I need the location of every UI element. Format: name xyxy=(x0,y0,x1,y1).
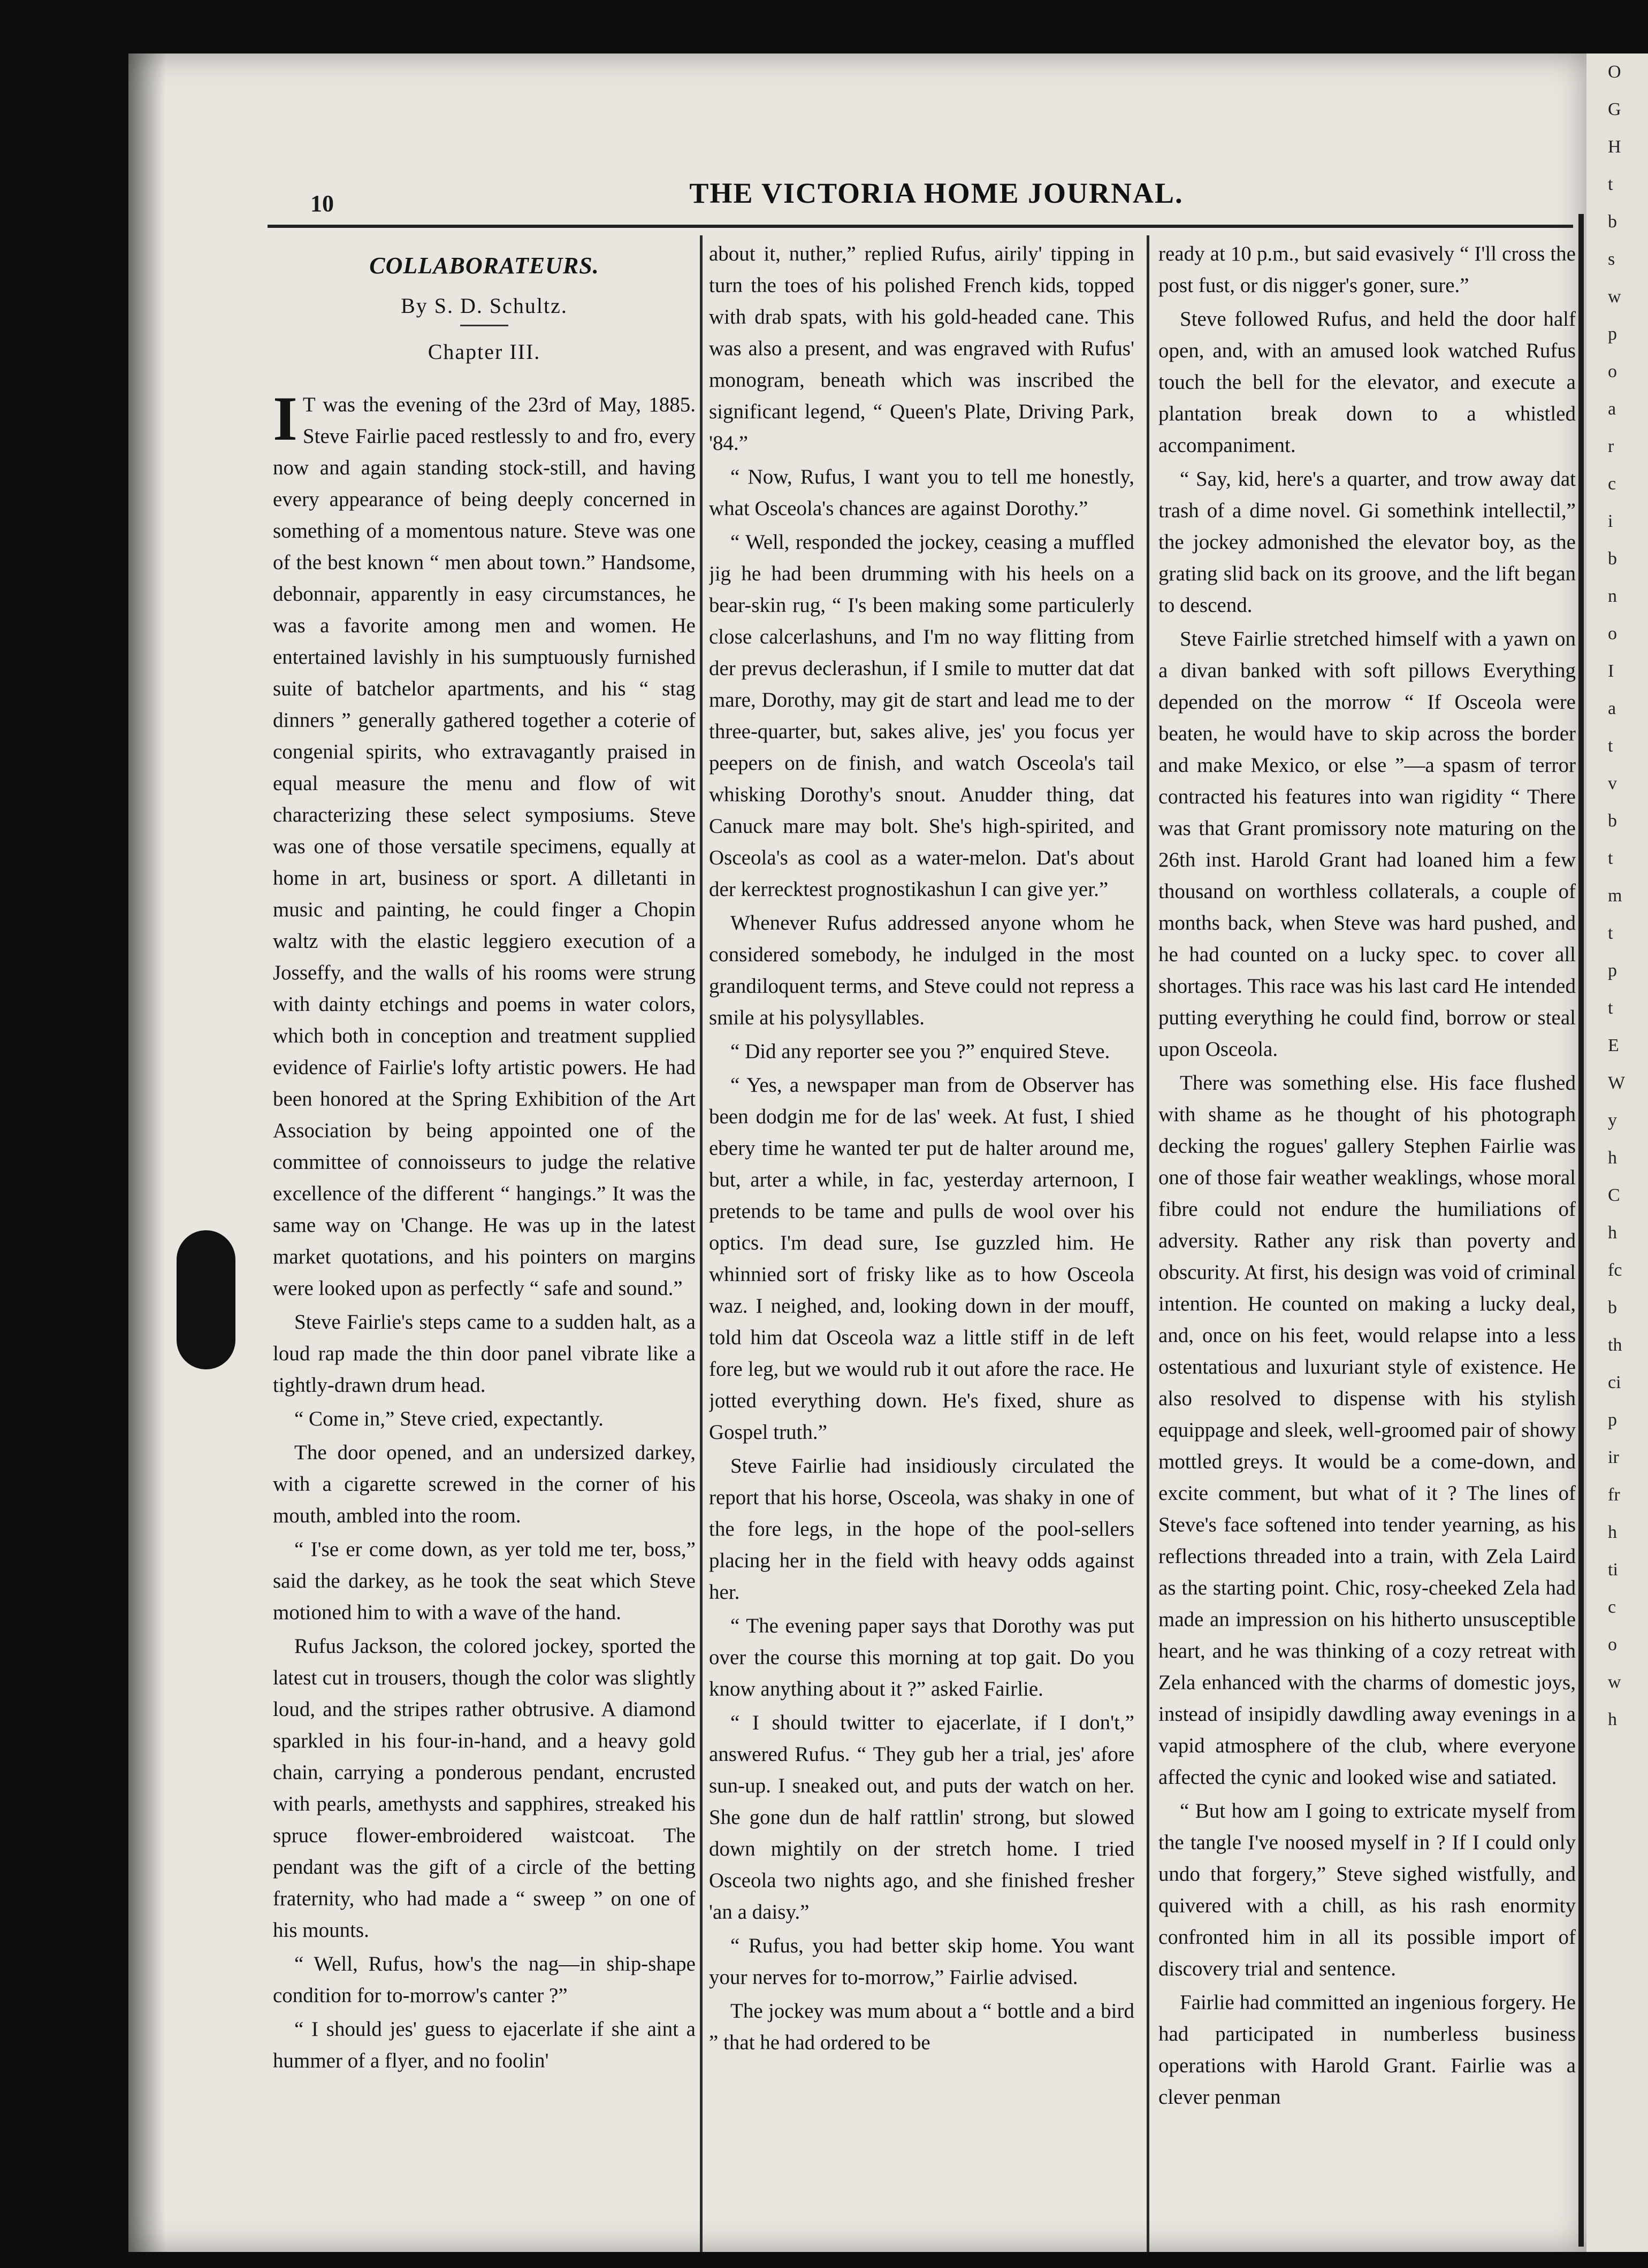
margin-fragment: G xyxy=(1608,99,1621,119)
paragraph: Steve Fairlie's steps came to a sudden halt, as a loud rap made the thin door panel vibrate like a tightly-drawn drum head. xyxy=(273,1311,696,1397)
paragraph: Steve Fairlie stretched himself with a yawn on a divan banked with soft pillows Everything depended on the morrow “ If Osceola were beaten, he would have to skip across the border and make Mexico, or else ”—a spasm of terror contracted his features into wan rigidity “ There was that Grant promissory note maturing on the 26th inst. Harold Grant had loaned him a few thousand on worthless collaterals, a couple of months back, when Steve was hard pushed, and he had counted on a lucky spec. to cover all shortages. This race was his last card He intended putting everything he could find, borrow or steal upon Osceola. xyxy=(1158,627,1576,1061)
margin-fragment: r xyxy=(1608,436,1614,456)
binding-hole xyxy=(177,1230,235,1369)
margin-fragment: y xyxy=(1608,1110,1617,1130)
margin-fragment: p xyxy=(1608,1410,1617,1430)
margin-fragment: w xyxy=(1608,1672,1621,1692)
paragraph: “ Well, responded the jockey, ceasing a muffled jig he had been drumming with his heels on a bear-skin rug, “ I's been making some particulerly close calcerlashuns, and I'm no way flitting from der prevus declerashun, if I smile to mutter dat dat mare, Dorothy, may git de start and lead me to der three-quarter, but, sakes alive, jes' you focus yer peepers on de finish, and watch Osceola's tail whisking Dorothy's snout. Anudder thing, dat Canuck mare may bolt. She's high-spirited, and Osceola's as cool as a water-melon. Dat's about der kerrecktest prognostikashun I can give yer.” xyxy=(709,531,1134,901)
margin-fragment: s xyxy=(1608,249,1615,269)
margin-fragment: ti xyxy=(1608,1560,1618,1580)
column-rule xyxy=(1147,235,1149,2252)
binding-shadow xyxy=(128,53,166,2252)
paragraph: Rufus Jackson, the colored jockey, sported the latest cut in trousers, though the color was slightly loud, and the stripes rather obtrusive. A diamond sparkled in his four-in-hand, and a heavy gold chain, carrying a ponderous pendant, encrusted with pearls, amethysts and sapphires, streaked his spruce flower-embroidered waistcoat. The pendant was the gift of a circle of the betting fraternity, who had made a “ sweep ” on one of his mounts. xyxy=(273,1635,696,1942)
margin-fragment: a xyxy=(1608,699,1616,718)
byline-rule xyxy=(460,325,508,326)
margin-fragment: th xyxy=(1608,1335,1622,1355)
margin-fragment: t xyxy=(1608,174,1613,194)
margin-fragment: ir xyxy=(1608,1447,1619,1467)
margin-fragment: w xyxy=(1608,287,1621,307)
paragraph: “ I should jes' guess to ejacerlate if she aint a hummer of a flyer, and no foolin' xyxy=(273,2018,696,2072)
margin-fragment: ci xyxy=(1608,1373,1621,1392)
margin-fragment: O xyxy=(1608,62,1621,82)
margin-fragment: c xyxy=(1608,474,1616,494)
margin-fragment: C xyxy=(1608,1185,1620,1205)
margin-fragment: b xyxy=(1608,212,1617,232)
margin-fragment: h xyxy=(1608,1148,1617,1168)
paragraph: “ Now, Rufus, I want you to tell me honestly, what Osceola's chances are against Dorothy.” xyxy=(709,465,1134,520)
header-rule xyxy=(268,225,1573,228)
paragraph: There was something else. His face flushed with shame as he thought of his photograph decking the rogues' gallery Stephen Fairlie was one of those fair weather weaklings, whose moral fibre could not endure the humiliations of adversity. Rather any risk than poverty and obscurity. At first, his design was void of criminal intention. He counted on making a lucky deal, and, once on his feet, would relapse into a less ostentatious and luxuriant style of existence. He also resolved to dispense with his stylish equippage and sleek, well-groomed pair of showy mottled greys. It would be a come-down, and excite comment, but what of it ? The lines of Steve's face softened into tender yearning, as his reflections threaded into a train, with Zela Laird as the starting point. Chic, rosy-cheeked Zela had made an impression on his hitherto unsusceptible heart, and he was thinking of a cozy retreat with Zela enhanced with the charms of domestic joys, instead of insipidly dawdling away evenings in a vapid atmosphere of the club, where everyone affected the cynic and looked wise and satiated. xyxy=(1158,1071,1576,1789)
paragraph: The jockey was mum about a “ bottle and a bird ” that he had ordered to be xyxy=(709,1999,1134,2054)
paragraph: “ But how am I going to extricate myself from the tangle I've noosed myself in ? If I could only undo that forgery,” Steve sighed wistfully, and quivered with a chill, as his rash enormity confronted him in all its possible import of discovery trial and sentence. xyxy=(1158,1799,1576,1980)
margin-fragment: v xyxy=(1608,773,1617,793)
column-3 xyxy=(1158,238,1576,2249)
paragraph: Steve Fairlie had insidiously circulated the report that his horse, Osceola, was shaky in one of the fore legs, in the hope of the pool-sellers placing her in the field with heavy odds against her. xyxy=(709,1454,1134,1604)
margin-fragment: fc xyxy=(1608,1260,1622,1280)
right-edge-rule xyxy=(1578,214,1584,2247)
paragraph: “ Did any reporter see you ?” enquired Steve. xyxy=(730,1040,1110,1063)
paragraph: Whenever Rufus addressed anyone whom he considered somebody, he indulged in the most grandiloquent terms, and Steve could not repress a smile at his polysyllables. xyxy=(709,911,1134,1029)
paragraph: Steve followed Rufus, and held the door half open, and, with an amused look watched Rufus touch the bell for the elevator, and execute a plantation break down to a whistled accompaniment. xyxy=(1158,308,1576,457)
paragraph: about it, nuther,” replied Rufus, airily' tipping in turn the toes of his polished French kids, topped with drab spats, with his gold-headed cane. This was also a present, and was engraved with Rufus' monogram, beneath which was inscribed the significant legend, “ Queen's Plate, Driving Park, '84.” xyxy=(709,242,1134,455)
margin-fragment: o xyxy=(1608,362,1617,381)
margin-fragment: t xyxy=(1608,848,1613,868)
paragraph: ready at 10 p.m., but said evasively “ I'll cross the post fust, or dis nigger's goner, sure.” xyxy=(1158,242,1576,297)
column-1 xyxy=(273,238,696,2249)
margin-fragment: E xyxy=(1608,1036,1619,1055)
margin-fragment: t xyxy=(1608,998,1613,1018)
margin-fragment: t xyxy=(1608,736,1613,756)
margin-fragment: W xyxy=(1608,1073,1626,1093)
margin-fragment: H xyxy=(1608,137,1621,157)
margin-fragment: h xyxy=(1608,1522,1617,1542)
paragraph: “ Say, kid, here's a quarter, and trow away dat trash of a dime novel. Gi somethink intellectil,” the jockey admonished the elevator boy, as the grating slid back on its groove, and the lift began to descend. xyxy=(1158,468,1576,617)
margin-fragment: b xyxy=(1608,811,1617,831)
byline: By S. D. Schultz. xyxy=(401,294,568,318)
margin-fragment: fr xyxy=(1608,1485,1620,1505)
paragraph: “ I should twitter to ejacerlate, if I don't,” answered Rufus. “ They gub her a trial, jes' afore sun-up. I sneaked out, and puts der watch on her. She gone dun de half rattlin' strong, but slowed down mightily on der stretch home. I tried Osceola two nights ago, and she finished fresher 'an a daisy.” xyxy=(709,1711,1134,1924)
page-number: 10 xyxy=(310,190,334,217)
paragraph: Fairlie had committed an ingenious forgery. He had participated in numberless business operations with Harold Grant. Fairlie was a clever penman xyxy=(1158,1991,1576,2109)
margin-fragment: h xyxy=(1608,1223,1617,1243)
margin-fragment: t xyxy=(1608,923,1613,943)
journal-title: THE VICTORIA HOME JOURNAL. xyxy=(689,177,1184,209)
paragraph: “ Yes, a newspaper man from de Observer has been dodgin me for de las' week. At fust, I shied ebery time he wanted ter put de halter around me, but, arter a while, in fac, yesterday arternoon, I pretends to be tame and pulls de wool over his optics. I'm dead sure, Ise guzzled him. He whinnied sort of frisky like as to how Osceola waz. I neighed, and, looking down in der mouff, told him dat Osceola waz a little stiff in de left fore leg, but we would rub it out afore the race. He jotted everything down. He's fixed, shure as Gospel truth.” xyxy=(709,1074,1134,1444)
margin-fragment: b xyxy=(1608,549,1617,569)
adjacent-page-strip xyxy=(1586,53,1648,2252)
margin-fragment: n xyxy=(1608,586,1617,606)
paragraph: I T was the evening of the 23rd of May, 1885. Steve Fairlie paced restlessly to and fro, every now and again standing stock-still, and having every appearance of being deeply concerned in something of a momentous nature. Steve was one of the best known “ men about town.” Handsome, debonnair, apparently in easy circumstances, he was a favorite among men and women. He entertained lavishly in his sumptuously furnished suite of batchelor apartments, and his “ stag dinners ” generally gathered together a coterie of congenial spirits, who extravagantly praised in equal measure the menu and flow of wit characterizing these select symposiums. Steve was one of those versatile specimens, equally at home in art, business or sport. A dilletanti in music and painting, he could finger a Chopin waltz with the elastic leggiero execution of a Josseffy, and the walls of his rooms were strung with dainty etchings and poems in water colors, which both in conception and treatment supplied evidence of Fairlie's lofty artistic powers. He had been honored at the Spring Exhibition of the Art Association by being appointed one of the committee of connoisseurs to judge the relative excellence of the different “ hangings.” It was the same way on 'Change. He was up in the latest market quotations, and his pointers on margins were looked upon as perfectly “ safe and sound.” xyxy=(273,384,696,1300)
column-2 xyxy=(709,238,1134,2249)
margin-fragment: i xyxy=(1608,511,1613,531)
story-title: COLLABORATEURS. xyxy=(369,252,599,279)
paragraph: The door opened, and an undersized darkey, with a cigarette screwed in the corner of his mouth, ambled into the room. xyxy=(273,1441,696,1527)
margin-fragment: o xyxy=(1608,1635,1617,1654)
margin-fragment: I xyxy=(1608,661,1614,681)
paragraph: “ Well, Rufus, how's the nag—in ship-shape condition for to-morrow's canter ?” xyxy=(273,1952,696,2007)
margin-fragment: p xyxy=(1608,324,1617,344)
paragraph: “ Come in,” Steve cried, expectantly. xyxy=(294,1407,604,1430)
paragraph: “ The evening paper says that Dorothy was put over the course this morning at top gait. Do you know anything about it ?” asked Fairlie. xyxy=(709,1614,1134,1700)
margin-fragment: o xyxy=(1608,624,1617,643)
margin-fragment: c xyxy=(1608,1597,1616,1617)
margin-fragment: a xyxy=(1608,399,1616,419)
chapter-heading: Chapter III. xyxy=(428,340,541,364)
column-rule xyxy=(700,235,703,2252)
paragraph: “ Rufus, you had better skip home. You want your nerves for to-morrow,” Fairlie advised. xyxy=(709,1934,1134,1989)
margin-fragment: m xyxy=(1608,886,1622,906)
drop-cap: I xyxy=(273,384,297,454)
margin-fragment: p xyxy=(1608,961,1617,980)
margin-fragment: h xyxy=(1608,1710,1617,1729)
margin-fragment: b xyxy=(1608,1298,1617,1317)
paragraph: “ I'se er come down, as yer told me ter, boss,” said the darkey, as he took the seat which Steve motioned him to with a wave of the hand. xyxy=(273,1538,696,1624)
